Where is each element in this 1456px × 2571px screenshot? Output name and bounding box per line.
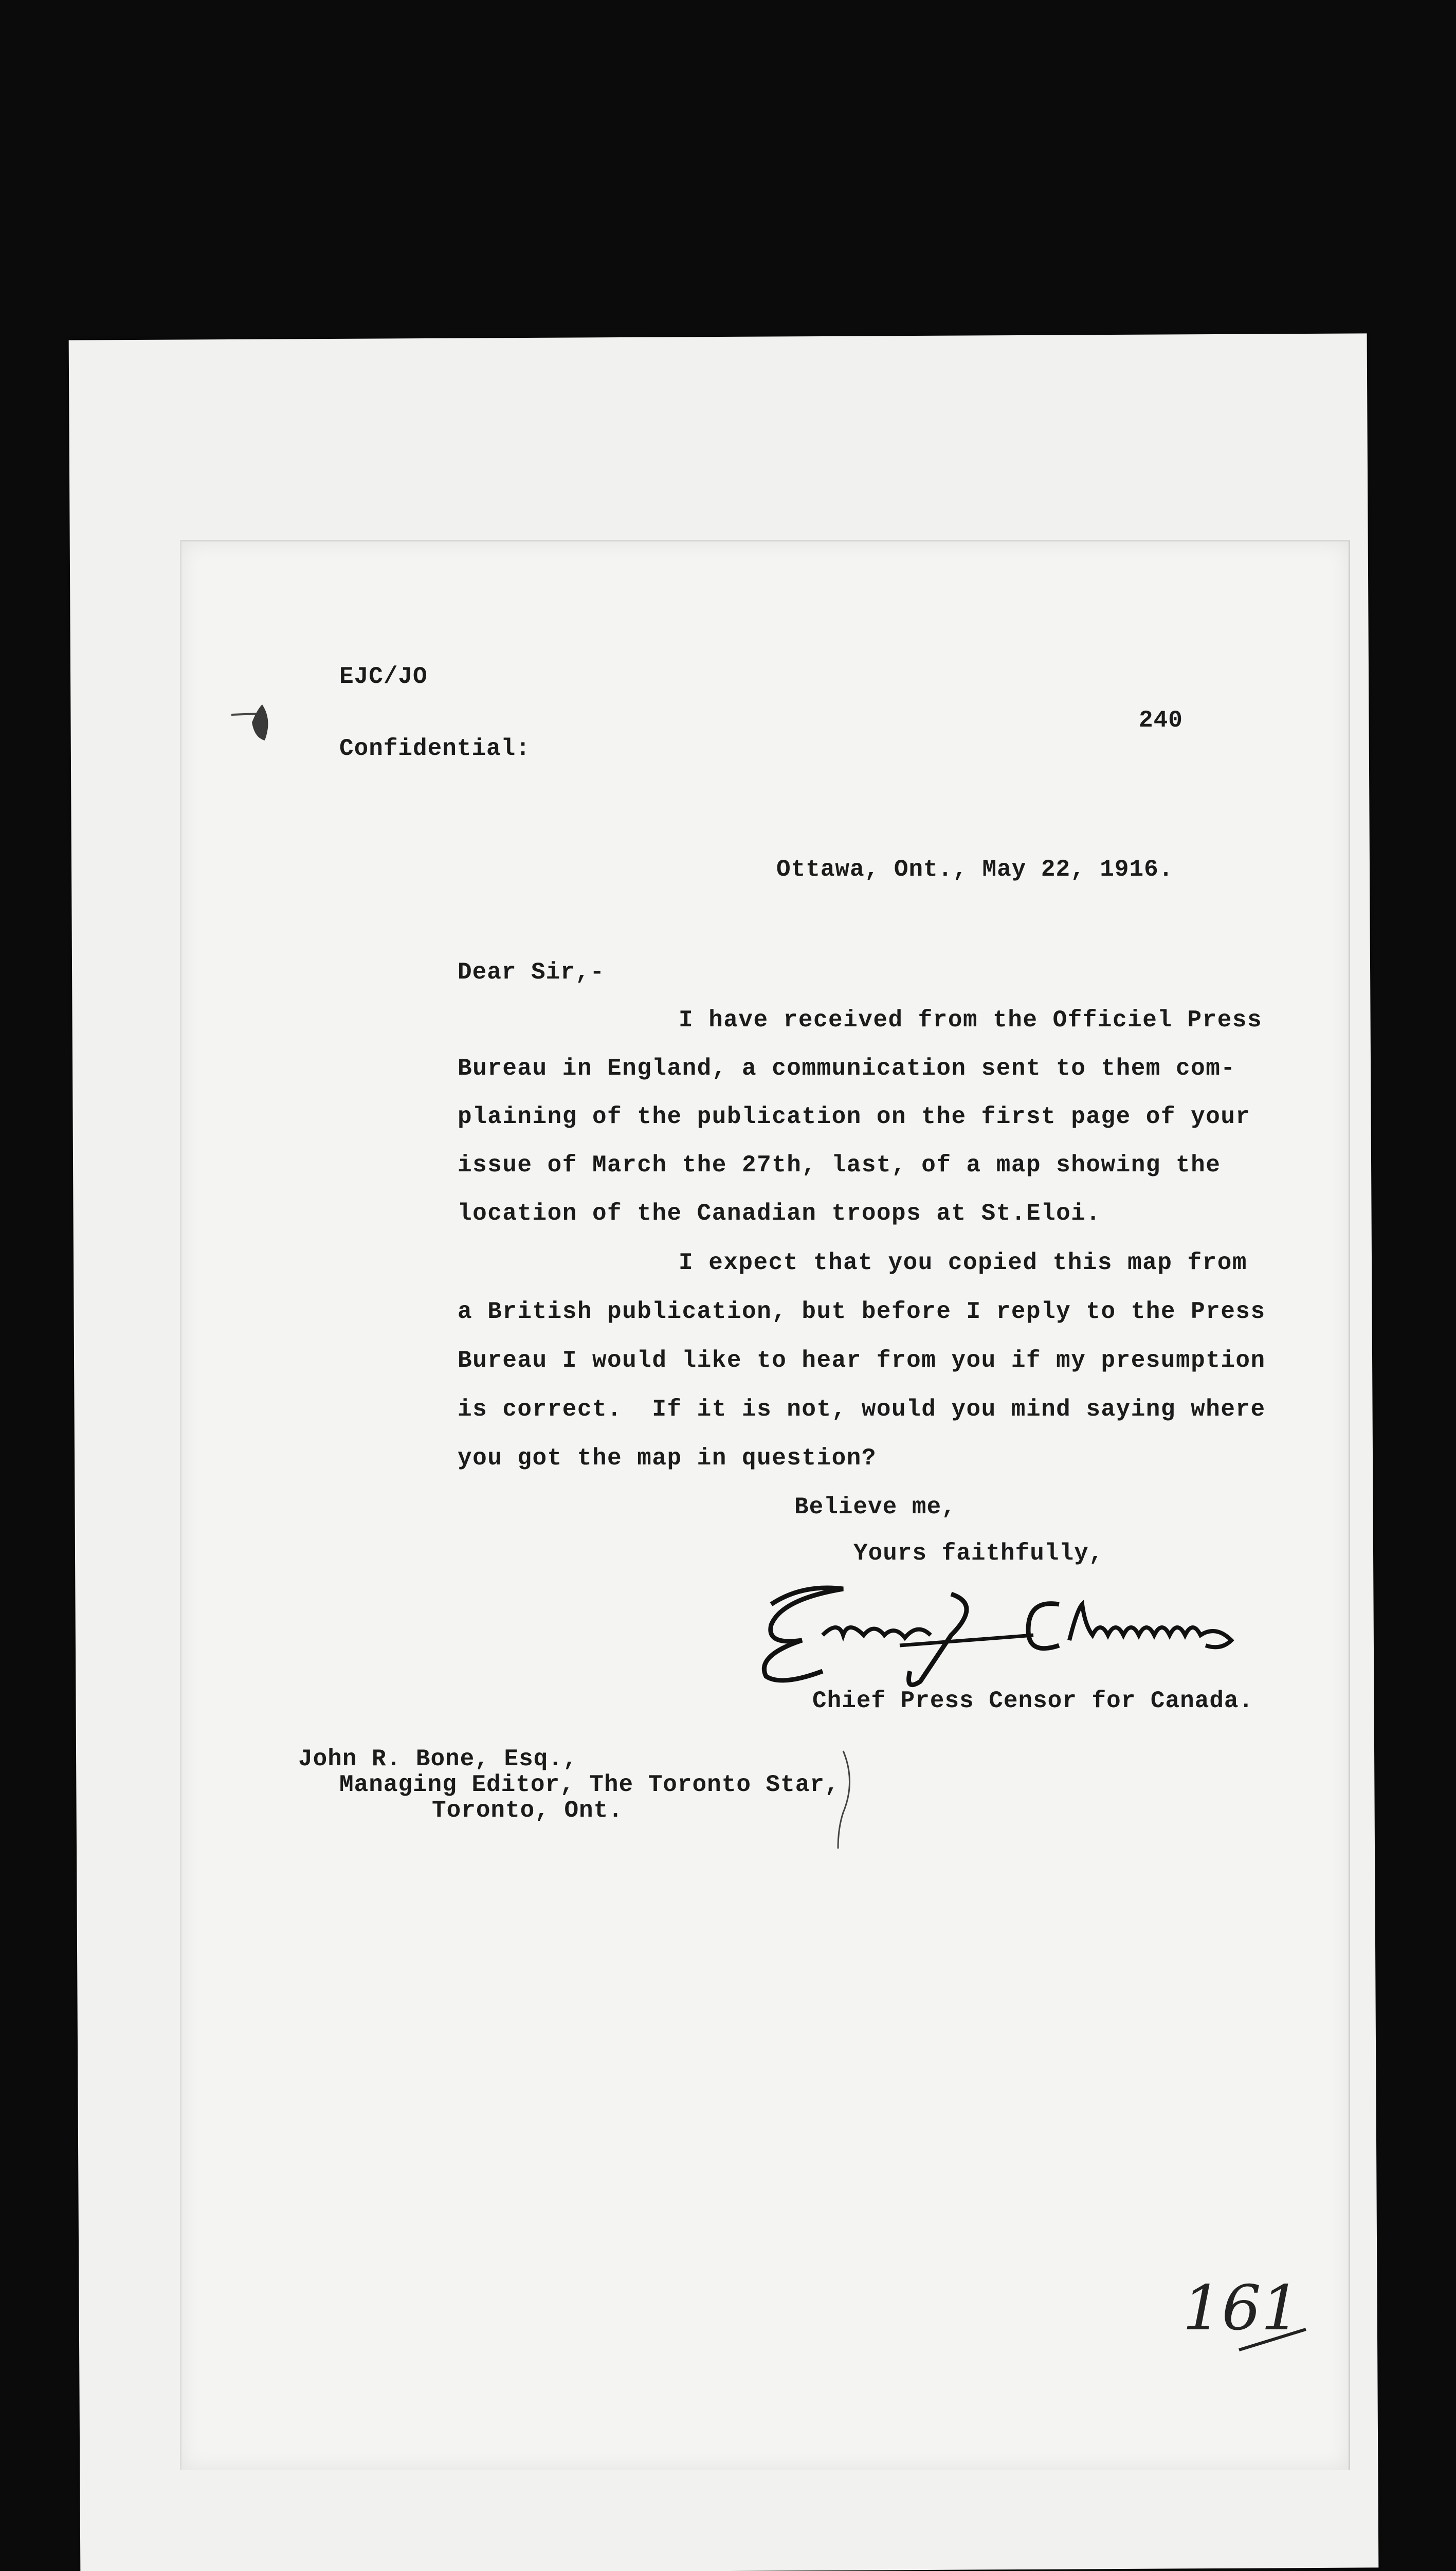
body-line: I expect that you copied this map from [679,1250,1247,1276]
body-line: Bureau I would like to hear from you if my presumption [458,1347,1266,1374]
recipient-name: John R. Bone, Esq., [298,1746,578,1772]
file-number: 240 [1139,707,1183,734]
signer-title: Chief Press Censor for Canada. [812,1688,1254,1714]
reference-initials: EJC/JO [339,663,428,690]
body-line: a British publication, but before I reply to the Press [458,1298,1266,1325]
classification-label: Confidential: [339,735,531,762]
handwritten-signature [730,1573,1337,1702]
body-line: is correct. If it is not, would you mind saying where [458,1396,1266,1423]
salutation: Dear Sir,- [458,959,605,986]
body-line: location of the Canadian troops at St.Eloi. [458,1200,1101,1227]
paper-clip-mark [226,694,293,751]
letter-sheet [180,540,1350,2470]
pencil-mark [823,1748,864,1851]
recipient-city: Toronto, Ont. [432,1797,623,1824]
body-line: I have received from the Officiel Press [679,1007,1263,1034]
dateline: Ottawa, Ont., May 22, 1916. [776,856,1174,883]
body-line: plaining of the publication on the first page of your [458,1103,1251,1130]
recipient-title: Managing Editor, The Toronto Star, [339,1771,840,1798]
closing-believe-me: Believe me, [794,1494,956,1520]
body-line: Bureau in England, a communication sent to them com- [458,1055,1236,1082]
body-line: you got the map in question? [458,1445,877,1472]
body-line: issue of March the 27th, last, of a map showing the [458,1152,1221,1179]
closing-yours-faithfully: Yours faithfully, [853,1540,1104,1567]
handwritten-page-number: 161 [1182,2273,1301,2344]
pencil-underline [1234,2324,1311,2355]
